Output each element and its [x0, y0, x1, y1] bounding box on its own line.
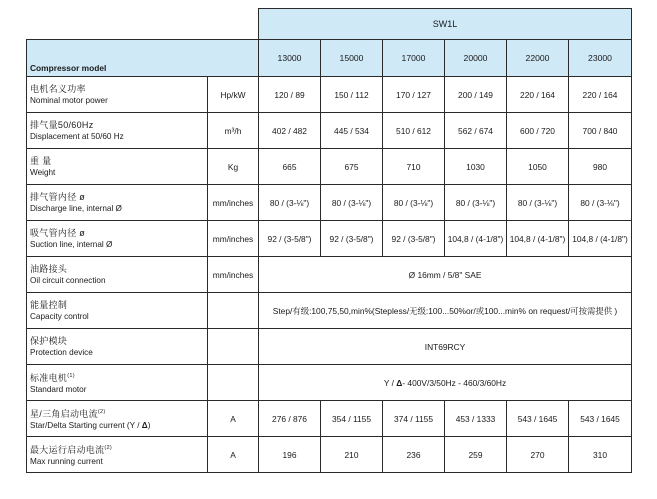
row-label [27, 365, 208, 401]
unit-cell [208, 329, 259, 365]
row-label-zh: 重 量 [30, 155, 52, 166]
value-cell: 700 / 840 [569, 113, 632, 149]
row-label-en: Discharge line, internal Ø [30, 203, 122, 213]
model-cell: 23000 [569, 40, 632, 77]
row-label-zh [30, 406, 204, 420]
value-cell: 543 / 1645 [507, 401, 569, 437]
table-row [27, 257, 632, 293]
unit-cell: A [208, 401, 259, 437]
value-cell: 104,8 / (4-1/8") [569, 221, 632, 257]
row-label-zh [30, 370, 204, 384]
value-cell: 220 / 164 [507, 77, 569, 113]
value-cell: 200 / 149 [445, 77, 507, 113]
table-row [27, 221, 632, 257]
model-cell: 13000 [259, 40, 321, 77]
row-label [27, 437, 208, 473]
value-cell: 80 / (3-⅛") [383, 185, 445, 221]
compressor-model-label: Compressor model [27, 40, 259, 77]
row-label [27, 401, 208, 437]
row-label-en: Max running current [30, 456, 103, 466]
value-cell: 710 [383, 149, 445, 185]
value-cell: 150 / 112 [321, 77, 383, 113]
row-label-zh [30, 442, 204, 456]
unit-cell: Hp/kW [208, 77, 259, 113]
value-cell: 374 / 1155 [383, 401, 445, 437]
value-cell: 510 / 612 [383, 113, 445, 149]
row-label-zh: 油路接头 [30, 263, 68, 274]
row-label-en: Suction line, internal Ø [30, 239, 113, 249]
unit-cell: A [208, 437, 259, 473]
table-row [27, 365, 632, 401]
model-header-row [27, 40, 632, 77]
value-cell: 354 / 1155 [321, 401, 383, 437]
value-cell: 80 / (3-⅛") [321, 185, 383, 221]
spanning-value-cell: Ø 16mm / 5/8" SAE [259, 257, 632, 293]
unit-cell: m³/h [208, 113, 259, 149]
motor-text-post: - 400V/3/50Hz - 460/3/60Hz [402, 377, 507, 388]
row-label [27, 185, 208, 221]
row-label-zh: 保护模块 [30, 335, 68, 346]
spec-table [26, 8, 632, 473]
value-cell: 270 [507, 437, 569, 473]
row-label-en: Standard motor [30, 384, 87, 394]
series-title-row [27, 9, 632, 40]
row-label-en: Capacity control [30, 311, 89, 321]
value-cell: 1050 [507, 149, 569, 185]
spanning-value-cell: INT69RCY [259, 329, 632, 365]
value-cell: 310 [569, 437, 632, 473]
value-cell: 92 / (3-5/8") [321, 221, 383, 257]
model-cell: 17000 [383, 40, 445, 77]
value-cell: 120 / 89 [259, 77, 321, 113]
value-cell: 259 [445, 437, 507, 473]
value-cell: 980 [569, 149, 632, 185]
en-pre: Star/Delta Starting current (Y / [30, 420, 142, 430]
blank-cell [27, 9, 208, 40]
blank-cell [208, 9, 259, 40]
value-cell: 675 [321, 149, 383, 185]
table-row [27, 185, 632, 221]
value-cell: 196 [259, 437, 321, 473]
row-label-zh-text: 最大运行启动电流 [30, 444, 105, 455]
row-label-zh: 能量控制 [30, 299, 68, 310]
row-label-zh-text: 星/三角启动电流 [30, 408, 98, 419]
table-row [27, 149, 632, 185]
row-label [27, 77, 208, 113]
en-post: ) [147, 420, 151, 430]
row-label [27, 113, 208, 149]
model-cell: 20000 [445, 40, 507, 77]
row-label-en: Protection device [30, 347, 93, 357]
unit-cell [208, 293, 259, 329]
row-label-zh: 吸气管内径 ø [30, 227, 86, 238]
footnote-marker: (2) [104, 444, 113, 451]
spanning-value-cell [259, 365, 632, 401]
unit-cell: mm/inches [208, 185, 259, 221]
row-label-en [30, 420, 204, 432]
value-cell: 80 / (3-⅛") [259, 185, 321, 221]
value-cell: 80 / (3-⅛") [507, 185, 569, 221]
row-label-en: Displacement at 50/60 Hz [30, 131, 124, 141]
row-label-zh: 排气管内径 ø [30, 191, 86, 202]
value-cell: 220 / 164 [569, 77, 632, 113]
table-row [27, 329, 632, 365]
row-label [27, 329, 208, 365]
value-cell: 665 [259, 149, 321, 185]
table-row [27, 401, 632, 437]
unit-cell [208, 365, 259, 401]
delta-symbol: Δ [396, 377, 403, 388]
value-cell: 600 / 720 [507, 113, 569, 149]
delta-symbol: Δ [141, 420, 148, 430]
value-cell: 1030 [445, 149, 507, 185]
unit-cell: Kg [208, 149, 259, 185]
row-label [27, 293, 208, 329]
unit-cell: mm/inches [208, 221, 259, 257]
value-cell: 104,8 / (4-1/8") [507, 221, 569, 257]
table-row [27, 113, 632, 149]
value-cell: 104,8 / (4-1/8") [445, 221, 507, 257]
footnote-marker: (1) [67, 372, 75, 379]
row-label-zh-text: 标准电机 [30, 372, 68, 383]
series-title: SW1L [259, 9, 632, 40]
value-cell: 80 / (3-⅛") [445, 185, 507, 221]
row-label [27, 149, 208, 185]
row-label-en: Nominal motor power [30, 95, 108, 105]
row-label [27, 221, 208, 257]
row-label [27, 257, 208, 293]
value-cell: 445 / 534 [321, 113, 383, 149]
value-cell: 453 / 1333 [445, 401, 507, 437]
row-label-en: Weight [30, 167, 56, 177]
unit-cell: mm/inches [208, 257, 259, 293]
spanning-value-cell: Step/有级:100,75,50,min%(Stepless/无级:100...50%or/或100...min% on request/可按需提供 ) [259, 293, 632, 329]
value-cell: 236 [383, 437, 445, 473]
value-cell: 210 [321, 437, 383, 473]
value-cell: 276 / 876 [259, 401, 321, 437]
value-cell: 80 / (3-⅛") [569, 185, 632, 221]
model-cell: 15000 [321, 40, 383, 77]
row-label-zh: 排气量50/60Hz [30, 119, 94, 130]
value-cell: 562 / 674 [445, 113, 507, 149]
value-cell: 170 / 127 [383, 77, 445, 113]
value-cell: 402 / 482 [259, 113, 321, 149]
value-cell: 92 / (3-5/8") [383, 221, 445, 257]
model-cell: 22000 [507, 40, 569, 77]
table-row [27, 293, 632, 329]
value-cell: 92 / (3-5/8") [259, 221, 321, 257]
motor-text-pre: Y / [383, 377, 397, 388]
table-row [27, 77, 632, 113]
row-label-zh: 电机名义功率 [30, 83, 86, 94]
footnote-marker: (2) [97, 408, 106, 415]
table-row [27, 437, 632, 473]
value-cell: 543 / 1645 [569, 401, 632, 437]
row-label-en: Oil circuit connection [30, 275, 106, 285]
